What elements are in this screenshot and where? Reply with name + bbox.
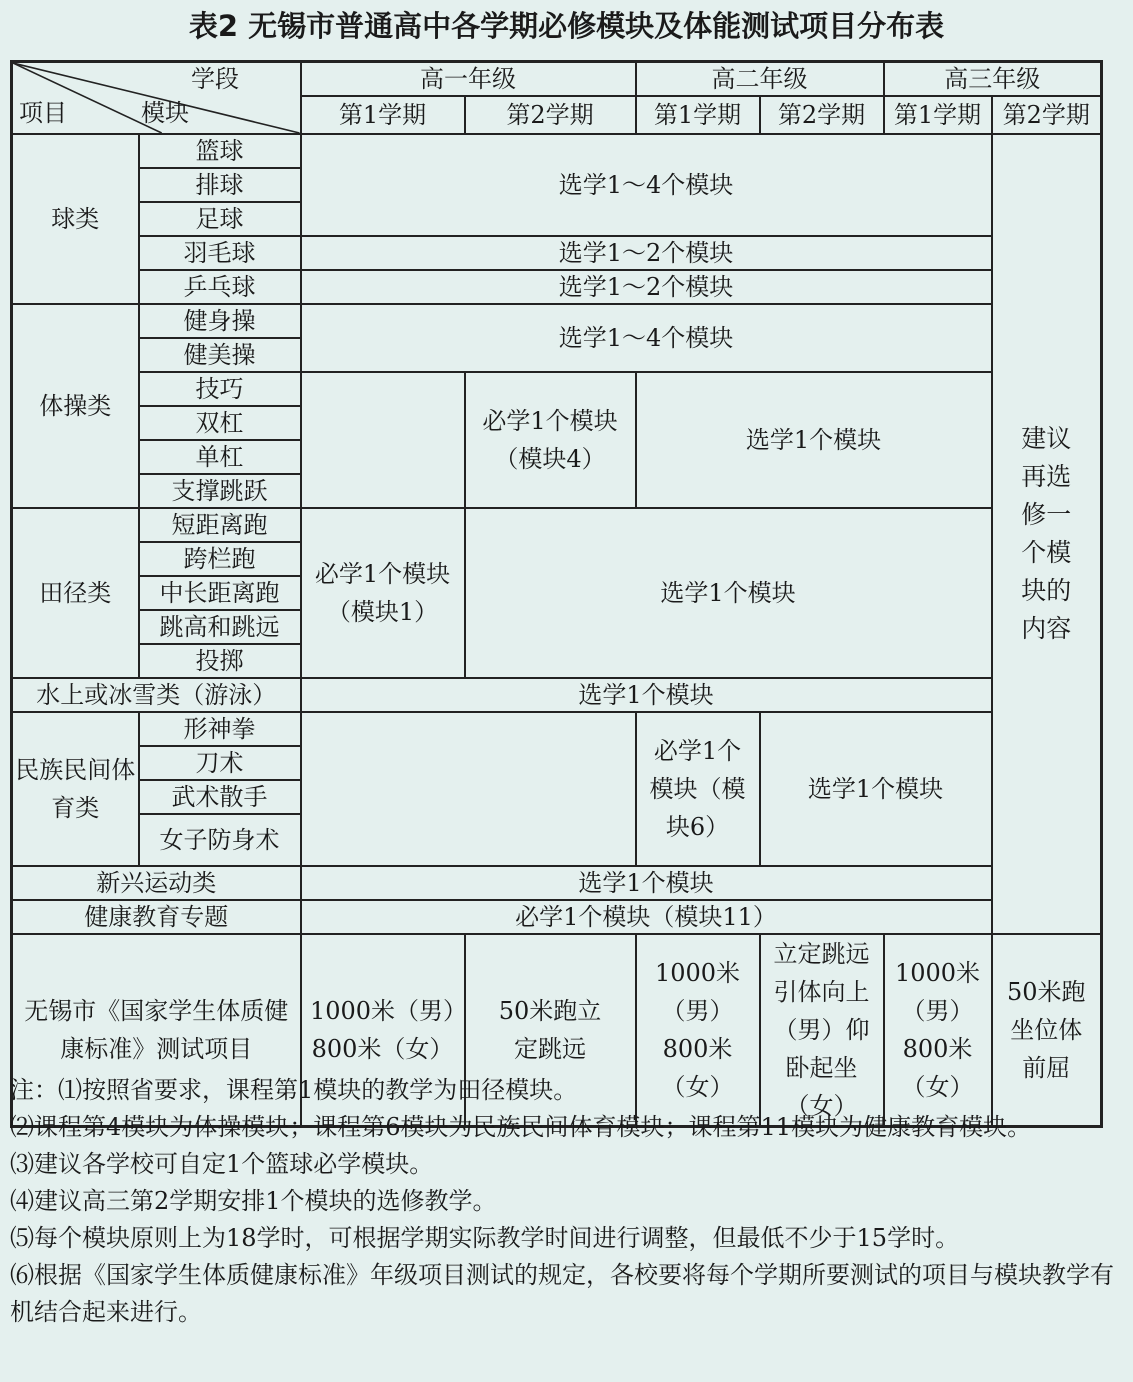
gym-elective-1: 选学1个模块 xyxy=(636,372,992,508)
module-sprint: 短距离跑 xyxy=(139,508,301,542)
table-title: 表2 无锡市普通高中各学期必修模块及体能测试项目分布表 xyxy=(188,9,945,43)
gym-elective-1-4: 选学1～4个模块 xyxy=(301,304,992,372)
module-parallel-bars: 双杠 xyxy=(139,406,301,440)
module-vaulting: 支撑跳跃 xyxy=(139,474,301,508)
test-g2-s2-text: 立定跳远引体向上（男）仰卧起坐（女） xyxy=(773,940,870,1120)
g1-semester-1-header: 第1学期 xyxy=(301,96,465,134)
module-womens-self-defense: 女子防身术 xyxy=(139,814,301,866)
suggestion-text: 建议再选修一个模块的内容 xyxy=(1021,424,1072,643)
g2-semester-1-header: 第1学期 xyxy=(636,96,760,134)
folk-category-text: 民族民间体育类 xyxy=(15,756,136,822)
module-middle-long-distance: 中长距离跑 xyxy=(139,576,301,610)
category-water-snow: 水上或冰雪类（游泳） xyxy=(12,678,301,712)
module-badminton: 羽毛球 xyxy=(139,236,301,270)
g3-semester-1-header: 第1学期 xyxy=(884,96,992,134)
category-emerging-sports: 新兴运动类 xyxy=(12,866,301,900)
health-required-module-11: 必学1个模块（模块11） xyxy=(301,900,992,934)
module-bodybuilding-aerobics: 健美操 xyxy=(139,338,301,372)
module-table-tennis: 乒乓球 xyxy=(139,270,301,304)
test-g3-s2-text: 50米跑坐位体前屈 xyxy=(1006,978,1086,1082)
note-2: ⑵课程第4模块为体操模块；课程第6模块为民族民间体育模块；课程第11模块为健康教育模块。 xyxy=(10,1113,1032,1141)
module-broadsword: 刀术 xyxy=(139,746,301,780)
suggestion-cell xyxy=(992,134,1102,934)
folk-required-module-6 xyxy=(636,712,760,866)
folk-required-text: 必学1个模块（模块6） xyxy=(649,737,746,841)
module-fitness-aerobics: 健身操 xyxy=(139,304,301,338)
category-gymnastics: 体操类 xyxy=(12,304,139,508)
fitness-test-label-text: 无锡市《国家学生体质健康标准》测试项目 xyxy=(24,997,289,1063)
note-1: 注：⑴按照省要求，课程第1模块的教学为田径模块。 xyxy=(10,1076,578,1104)
note-4: ⑷建议高三第2学期安排1个模块的选修教学。 xyxy=(10,1187,497,1215)
grade-3-header: 高三年级 xyxy=(884,62,1102,97)
module-tumbling: 技巧 xyxy=(139,372,301,406)
table-tennis-elective: 选学1～2个模块 xyxy=(301,270,992,304)
grade-1-header: 高一年级 xyxy=(301,62,636,97)
note-6: ⑹根据《国家学生体质健康标准》年级项目测试的规定，各校要将每个学期所要测试的项目与模块教学有机结合起来进行。 xyxy=(10,1261,1114,1326)
test-g1-s1-text: 1000米（男）800米（女） xyxy=(309,997,456,1063)
module-basketball: 篮球 xyxy=(139,134,301,168)
ball-elective-1-4: 选学1～4个模块 xyxy=(301,134,992,236)
track-elective-1: 选学1个模块 xyxy=(465,508,992,678)
folk-elective-1: 选学1个模块 xyxy=(760,712,992,866)
module-jumps: 跳高和跳远 xyxy=(139,610,301,644)
test-g2-s1-text: 1000米（男）800米（女） xyxy=(654,959,741,1101)
module-hurdles: 跨栏跑 xyxy=(139,542,301,576)
notes-section xyxy=(10,1072,1120,1331)
grade-2-header: 高二年级 xyxy=(636,62,884,97)
folk-g1-empty xyxy=(301,712,636,866)
gym-required-text: 必学1个模块（模块4） xyxy=(482,407,618,473)
category-folk-sports xyxy=(12,712,139,866)
note-3: ⑶建议各学校可自定1个篮球必学模块。 xyxy=(10,1150,434,1178)
gym-g1s1-empty xyxy=(301,372,465,508)
g2-semester-2-header: 第2学期 xyxy=(760,96,884,134)
test-g1-s2-text: 50米跑立定跳远 xyxy=(498,997,602,1063)
header-module-label: 模块 xyxy=(141,99,189,127)
category-health-education: 健康教育专题 xyxy=(12,900,301,934)
category-ball: 球类 xyxy=(12,134,139,304)
module-throwing: 投掷 xyxy=(139,644,301,678)
gym-required-module-4 xyxy=(465,372,636,508)
module-distribution-table xyxy=(10,60,1103,1128)
diagonal-header-cell xyxy=(12,62,301,135)
track-required-module-1 xyxy=(301,508,465,678)
emerging-elective-1: 选学1个模块 xyxy=(301,866,992,900)
badminton-elective: 选学1～2个模块 xyxy=(301,236,992,270)
module-xingshen-quan: 形神拳 xyxy=(139,712,301,746)
header-item-label: 项目 xyxy=(19,99,67,127)
module-horizontal-bar: 单杠 xyxy=(139,440,301,474)
test-g3-s1-text: 1000米（男）800米（女） xyxy=(894,959,981,1101)
header-stage-label: 学段 xyxy=(191,65,239,93)
g3-semester-2-header: 第2学期 xyxy=(992,96,1102,134)
module-volleyball: 排球 xyxy=(139,168,301,202)
track-required-text: 必学1个模块（模块1） xyxy=(314,560,451,626)
water-elective-1: 选学1个模块 xyxy=(301,678,992,712)
module-sanda: 武术散手 xyxy=(139,780,301,814)
note-5: ⑸每个模块原则上为18学时，可根据学期实际教学时间进行调整，但最低不少于15学时。 xyxy=(10,1224,960,1252)
module-football: 足球 xyxy=(139,202,301,236)
g1-semester-2-header: 第2学期 xyxy=(465,96,636,134)
category-track-field: 田径类 xyxy=(12,508,139,678)
